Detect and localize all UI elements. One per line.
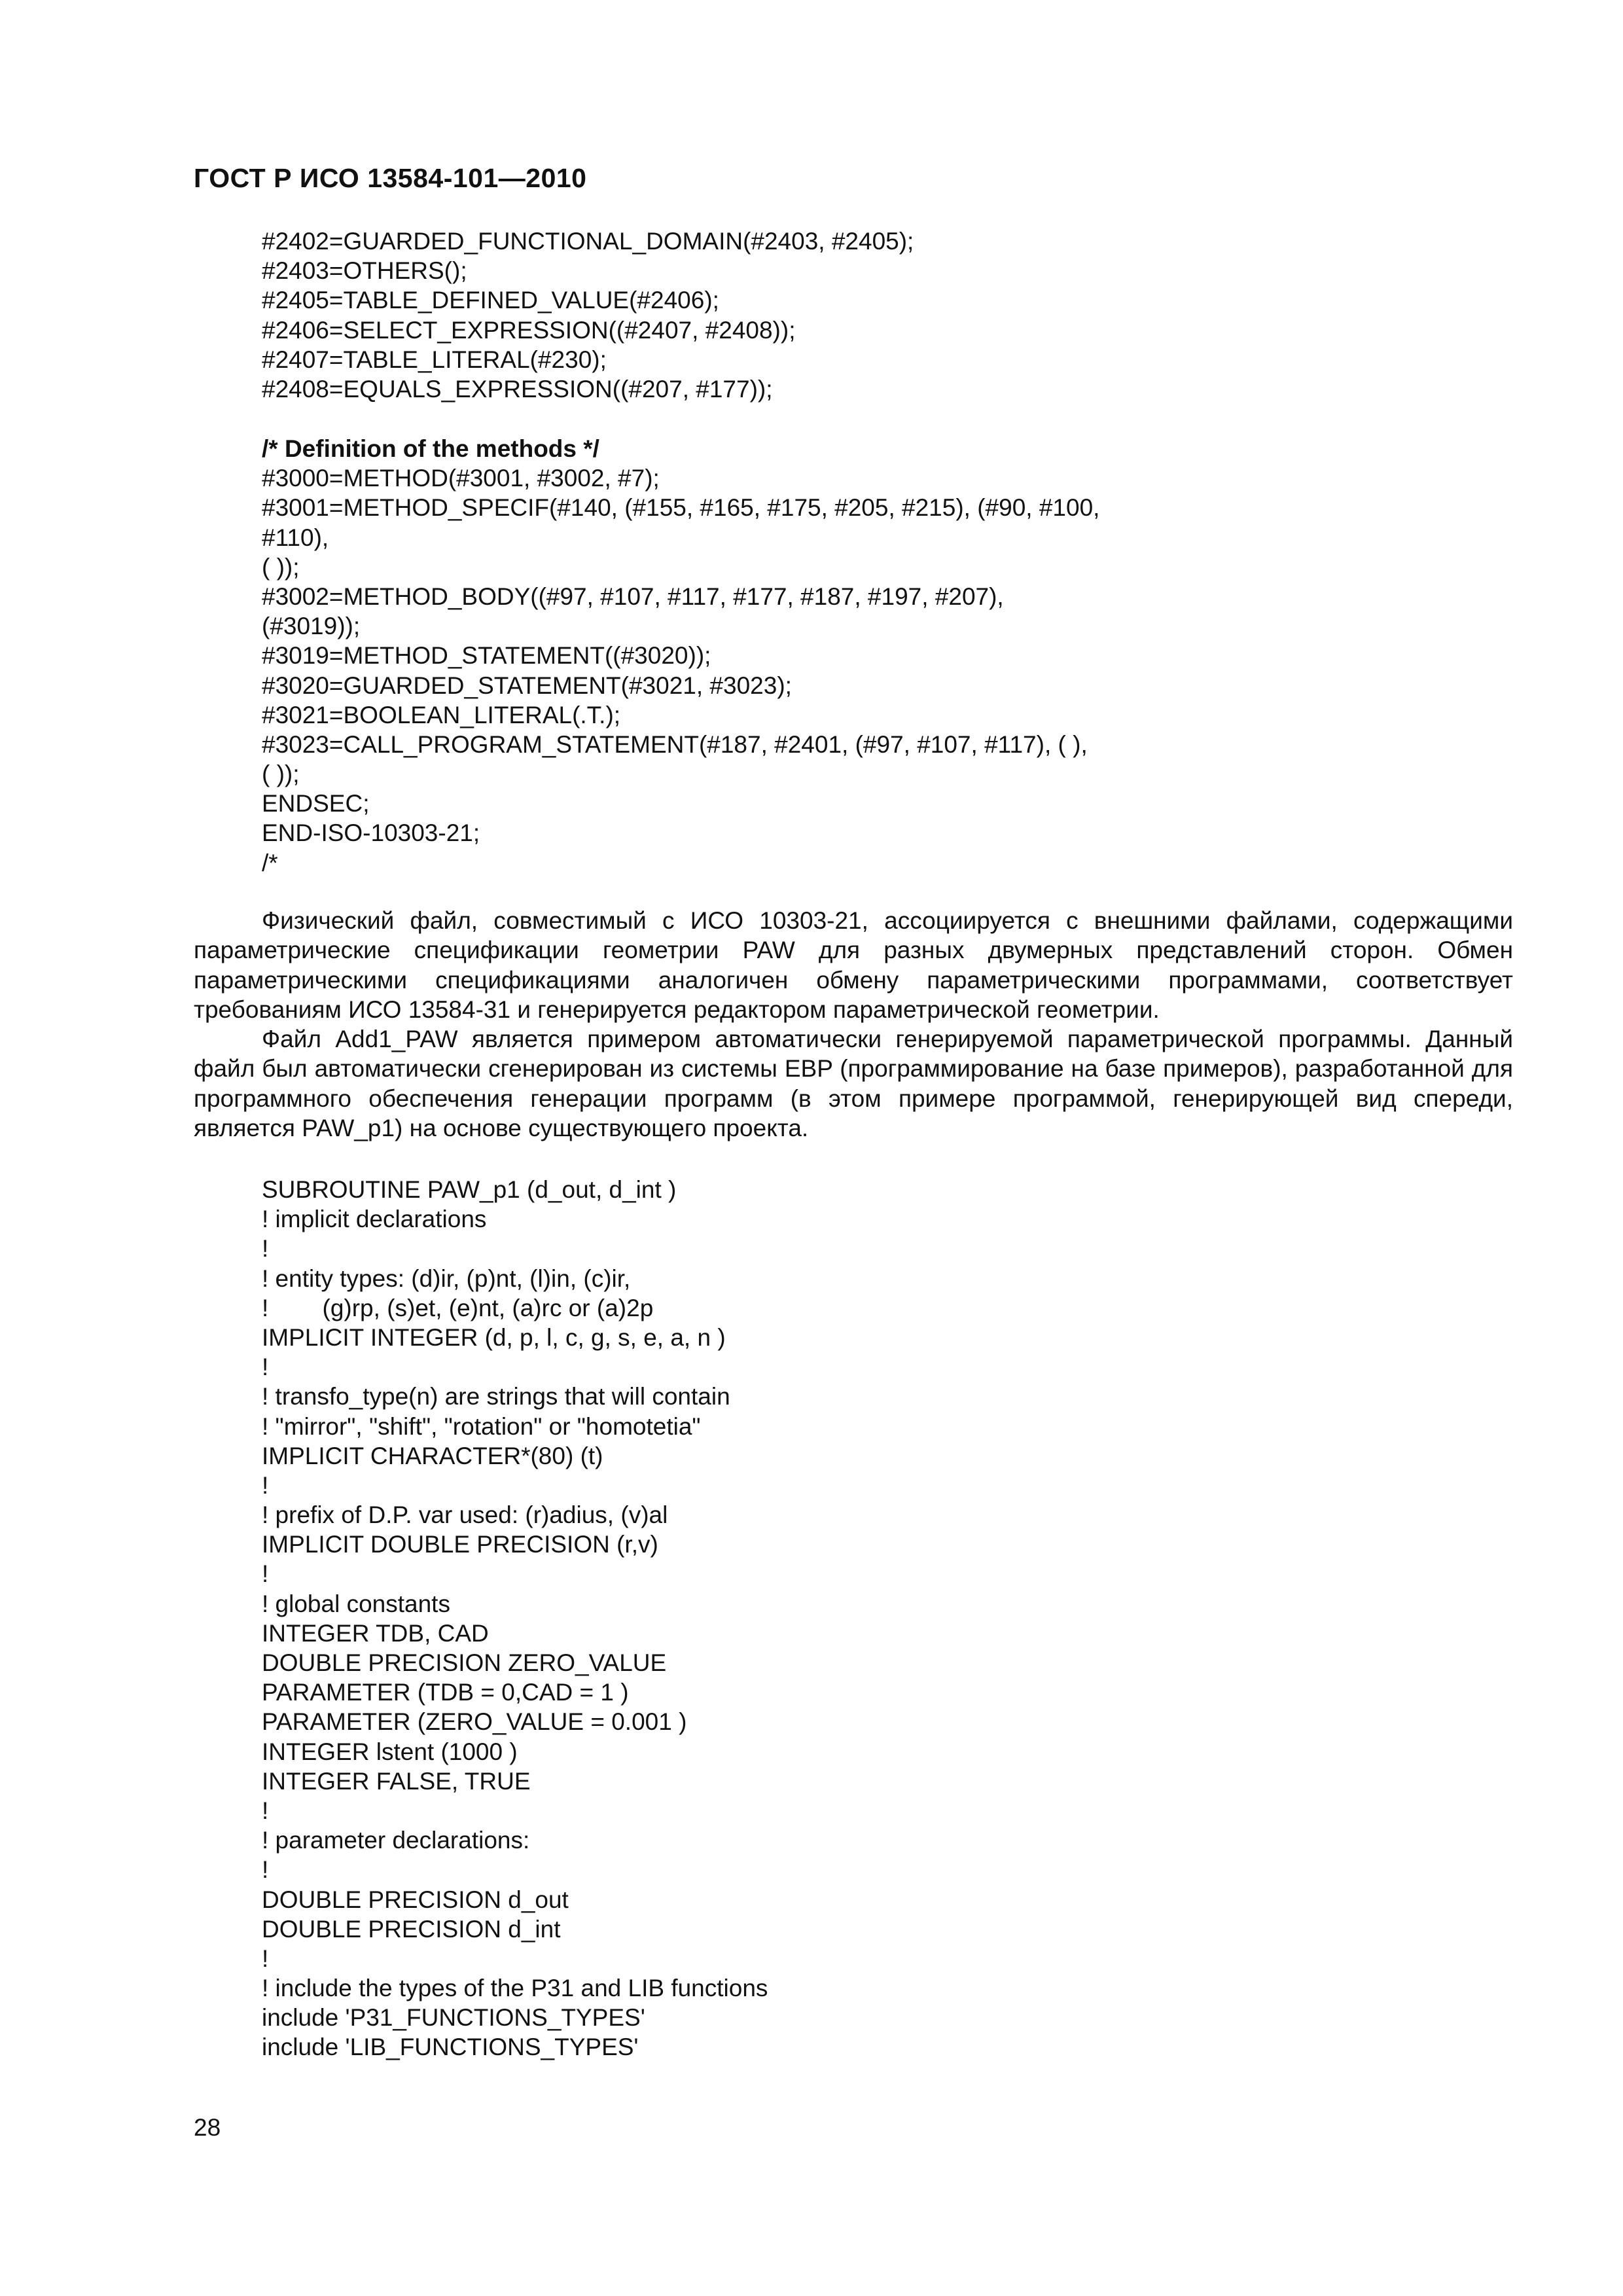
code-line: (#3019)); xyxy=(262,613,361,640)
code-line: #2408=EQUALS_EXPRESSION((#207, #177)); xyxy=(262,375,773,403)
code-line: ENDSEC; xyxy=(262,790,370,817)
code-line: DOUBLE PRECISION ZERO_VALUE xyxy=(262,1649,667,1676)
code-line: ! xyxy=(262,1856,269,1884)
code-line: #2406=SELECT_EXPRESSION((#2407, #2408)); xyxy=(262,316,796,344)
code-line: ! xyxy=(262,1560,269,1588)
code-line: IMPLICIT INTEGER (d, p, l, c, g, s, e, a, n ) xyxy=(262,1323,726,1351)
methods-heading: /* Definition of the methods */ xyxy=(262,435,599,462)
code-line: IMPLICIT DOUBLE PRECISION (r,v) xyxy=(262,1531,658,1558)
code-line: #2407=TABLE_LITERAL(#230); xyxy=(262,346,607,373)
paragraph: Физический файл, совместимый с ИСО 10303-21, ассоциируется с внешними файлами, содержащими параметрические спецификации геометрии PAW для разных двумерных представлений сторон. Обмен параметрическими спецификациями аналогичен обмену параметрическими программами, соответствует требованиям ИСО 13584-31 и генерируется редактором параметрической геометрии. xyxy=(194,907,1513,1023)
code-line: #2405=TABLE_DEFINED_VALUE(#2406); xyxy=(262,287,719,314)
paragraph: Файл Add1_PAW является примером автоматически генерируемой параметрической программы. Данный файл был автоматически сгенерирован из системы EBP (программирование на базе примеров), разработанной для программного обеспечения генерации программ (в этом примере программой, генерирующей вид спереди, является PAW_p1) на основе существующего проекта. xyxy=(194,1026,1513,1142)
code-line: #3000=METHOD(#3001, #3002, #7); xyxy=(262,465,660,492)
code-line: ( )); xyxy=(262,761,300,788)
code-line: ! xyxy=(262,1945,269,1972)
code-line: ! xyxy=(262,1471,269,1499)
code-line: ! prefix of D.P. var used: (r)adius, (v)al xyxy=(262,1501,668,1529)
code-line: SUBROUTINE PAW_p1 (d_out, d_int ) xyxy=(262,1176,677,1203)
code-line: #3002=METHOD_BODY((#97, #107, #117, #177, #187, #197, #207), xyxy=(262,583,1004,610)
code-line: INTEGER lstent (1000 ) xyxy=(262,1738,518,1765)
code-line: ! include the types of the P31 and LIB functions xyxy=(262,1975,768,2002)
code-line: ( )); xyxy=(262,553,300,581)
page-number: 28 xyxy=(194,2114,221,2141)
code-line: #3019=METHOD_STATEMENT((#3020)); xyxy=(262,642,711,670)
code-block-step-entities xyxy=(262,226,914,404)
code-line: #2402=GUARDED_FUNCTIONAL_DOMAIN(#2403, #2405); xyxy=(262,228,914,255)
code-line: DOUBLE PRECISION d_int xyxy=(262,1915,561,1943)
code-line: #3001=METHOD_SPECIF(#140, (#155, #165, #175, #205, #215), (#90, #100, xyxy=(262,494,1100,522)
code-line: IMPLICIT CHARACTER*(80) (t) xyxy=(262,1442,603,1469)
code-line: #110), xyxy=(262,524,329,551)
code-line: ! xyxy=(262,1797,269,1824)
code-line: ! parameter declarations: xyxy=(262,1827,530,1854)
code-line: DOUBLE PRECISION d_out xyxy=(262,1886,569,1913)
code-block-fortran xyxy=(262,1175,768,2062)
code-line: END-ISO-10303-21; xyxy=(262,819,480,847)
document-header: ГОСТ Р ИСО 13584-101—2010 xyxy=(194,163,587,193)
code-line: ! xyxy=(262,1354,269,1381)
body-text xyxy=(194,906,1513,1143)
code-line: #3023=CALL_PROGRAM_STATEMENT(#187, #2401, (#97, #107, #117), ( ), xyxy=(262,730,1088,758)
code-line: ! global constants xyxy=(262,1590,450,1617)
code-line: include 'LIB_FUNCTIONS_TYPES' xyxy=(262,2034,639,2061)
code-line: ! transfo_type(n) are strings that will contain xyxy=(262,1383,730,1410)
code-line: ! xyxy=(262,1235,269,1263)
code-line: ! entity types: (d)ir, (p)nt, (l)in, (c)ir, xyxy=(262,1265,631,1292)
code-line: PARAMETER (TDB = 0,CAD = 1 ) xyxy=(262,1679,629,1706)
code-line: #3020=GUARDED_STATEMENT(#3021, #3023); xyxy=(262,672,792,699)
code-line: PARAMETER (ZERO_VALUE = 0.001 ) xyxy=(262,1708,687,1736)
code-line: #2403=OTHERS(); xyxy=(262,257,467,285)
code-line: INTEGER TDB, CAD xyxy=(262,1619,489,1647)
code-line: ! "mirror", "shift", "rotation" or "homotetia" xyxy=(262,1412,701,1440)
code-line: INTEGER FALSE, TRUE xyxy=(262,1767,531,1795)
code-line: /* xyxy=(262,849,278,876)
code-line: ! implicit declarations xyxy=(262,1206,487,1233)
code-line: include 'P31_FUNCTIONS_TYPES' xyxy=(262,2004,645,2032)
code-line: ! (g)rp, (s)et, (e)nt, (a)rc or (a)2p xyxy=(262,1294,654,1321)
code-block-methods xyxy=(262,434,1099,878)
code-line: #3021=BOOLEAN_LITERAL(.T.); xyxy=(262,701,621,728)
